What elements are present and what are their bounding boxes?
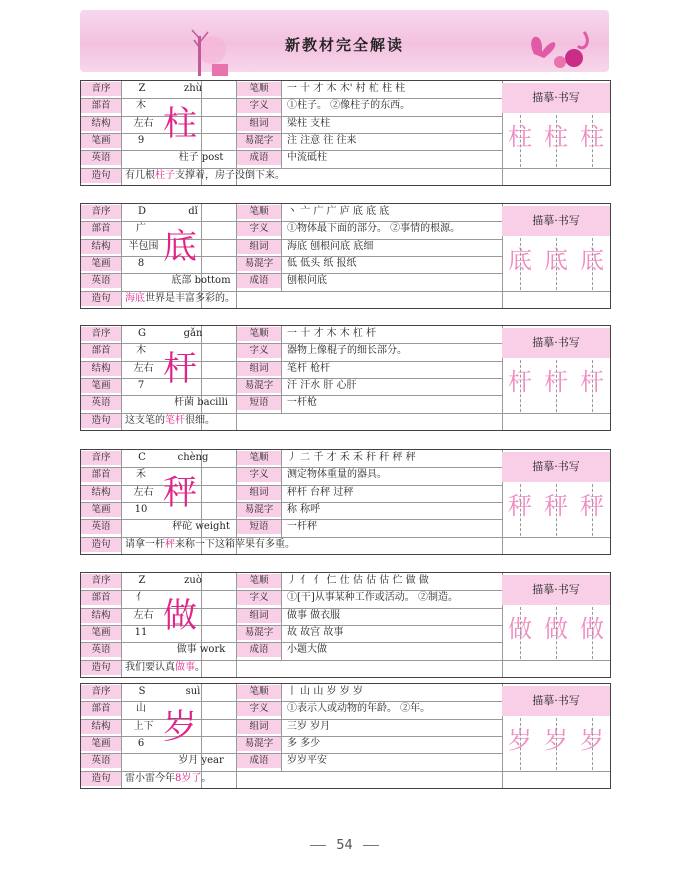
butterfly-decoration-icon	[514, 24, 594, 72]
label-radical: 部首	[81, 591, 121, 605]
radical: 木	[136, 345, 146, 357]
pinyin-order: S	[138, 686, 146, 697]
label-order: 音序	[81, 451, 121, 465]
char-entry-3	[80, 449, 611, 555]
page-header	[80, 10, 609, 72]
idiom: 一杆秤	[287, 521, 317, 533]
trace-char: 柱	[544, 123, 568, 151]
stroke-count: 6	[137, 737, 145, 749]
label-words: 组词	[237, 486, 281, 500]
main-character: 底	[163, 227, 197, 268]
pinyin: chèng	[177, 452, 209, 463]
example-sentence: 海底世界是丰富多彩的。	[125, 292, 235, 304]
label-meaning: 字义	[237, 99, 281, 113]
stroke-order: 一 十 才 木 木 杠 杆	[287, 328, 377, 339]
label-stroke-order: 笔顺	[237, 451, 281, 465]
sentence-highlight: 秤	[165, 538, 175, 550]
meaning: ①[干]从事某种工作或活动。 ②制造。	[287, 592, 458, 604]
practice-label: 描摹·书写	[502, 452, 610, 482]
confusable: 多 多少	[287, 737, 321, 749]
label-sentence: 造句	[81, 661, 121, 675]
radical: 广	[136, 223, 146, 235]
stroke-order: 一 十 才 木 木' 村 杧 柱 柱	[287, 83, 406, 94]
main-character: 做	[163, 596, 197, 637]
practice-area	[502, 684, 610, 771]
idiom: 一杆枪	[287, 397, 317, 409]
char-entry-4	[80, 572, 611, 678]
structure: 左右	[133, 117, 154, 129]
pinyin: gǎn	[183, 328, 203, 339]
label-confusable: 易混字	[237, 379, 281, 393]
pinyin: dǐ	[188, 206, 198, 217]
label-confusable: 易混字	[237, 134, 281, 148]
sentence-highlight: 笔杆	[165, 414, 185, 426]
example-sentence: 雷小雷今年8岁了。	[125, 772, 212, 784]
label-meaning: 字义	[237, 702, 281, 716]
confusable: 注 注意 往 往来	[287, 134, 357, 146]
pinyin: zuò	[184, 575, 202, 586]
label-meaning: 字义	[237, 344, 281, 358]
trace-char: 底	[580, 246, 604, 274]
label-stroke-order: 笔顺	[237, 574, 281, 588]
label-structure: 结构	[81, 486, 121, 500]
char-entry-0	[80, 80, 611, 186]
pinyin: suì	[185, 686, 201, 697]
page-number: 54	[0, 838, 689, 853]
practice-label: 描摹·书写	[502, 83, 610, 113]
label-structure: 结构	[81, 720, 121, 734]
practice-area	[502, 81, 610, 168]
words: 梁柱 支柱	[287, 117, 331, 129]
char-entry-1	[80, 203, 611, 309]
label-meaning: 字义	[237, 468, 281, 482]
stroke-order: 丨 山 山 岁 岁 岁	[287, 686, 363, 697]
main-character: 岁	[163, 707, 197, 748]
main-character: 杆	[163, 349, 197, 390]
label-sentence: 造句	[81, 414, 121, 428]
label-words: 组词	[237, 720, 281, 734]
label-confusable: 易混字	[237, 503, 281, 517]
words: 做事 做衣服	[287, 609, 341, 621]
idiom: 刨根问底	[287, 275, 327, 287]
label-stroke-count: 笔画	[81, 626, 121, 640]
label-order: 音序	[81, 327, 121, 341]
english: 岁月 year	[178, 755, 224, 767]
label-sentence: 造句	[81, 772, 121, 786]
meaning: 测定物体重量的器具。	[287, 469, 387, 481]
english: 柱子 post	[178, 152, 224, 164]
label-words: 组词	[237, 609, 281, 623]
label-radical: 部首	[81, 702, 121, 716]
english: 底部 bottom	[171, 275, 231, 287]
label-confusable: 易混字	[237, 626, 281, 640]
label-order: 音序	[81, 205, 121, 219]
pinyin-order: Z	[138, 83, 146, 94]
example-sentence: 这支笔的笔杆很细。	[125, 414, 215, 426]
pinyin-order: Z	[138, 575, 146, 586]
idiom: 中流砥柱	[287, 152, 327, 164]
idiom: 岁岁平安	[287, 755, 327, 767]
meaning: ①物体最下面的部分。 ②事情的根源。	[287, 223, 461, 235]
trace-char: 岁	[580, 726, 604, 754]
stroke-count: 11	[134, 626, 148, 638]
label-stroke-count: 笔画	[81, 737, 121, 751]
english: 杆菌 bacilli	[174, 397, 228, 409]
stroke-count: 7	[137, 379, 145, 391]
label-structure: 结构	[81, 240, 121, 254]
label-meaning: 字义	[237, 591, 281, 605]
practice-area	[502, 573, 610, 660]
trace-char: 杆	[580, 368, 604, 396]
meaning: ①表示人或动物的年龄。 ②年。	[287, 703, 431, 715]
practice-label: 描摹·书写	[502, 206, 610, 236]
stroke-count: 10	[134, 503, 148, 515]
main-character: 秤	[163, 473, 197, 514]
meaning: ①柱子。 ②像柱子的东西。	[287, 100, 411, 112]
label-stroke-count: 笔画	[81, 379, 121, 393]
trace-char: 柱	[508, 123, 532, 151]
example-sentence: 请拿一杆秤来称一下这箱苹果有多重。	[125, 538, 295, 550]
label-stroke-order: 笔顺	[237, 327, 281, 341]
char-entry-5	[80, 683, 611, 789]
confusable: 故 故宫 故事	[287, 626, 344, 638]
pinyin: zhù	[183, 83, 203, 94]
label-idiom: 短语	[237, 520, 281, 534]
label-radical: 部首	[81, 344, 121, 358]
label-confusable: 易混字	[237, 737, 281, 751]
meaning: 器物上像棍子的细长部分。	[287, 345, 407, 357]
label-stroke-count: 笔画	[81, 503, 121, 517]
practice-label: 描摹·书写	[502, 575, 610, 605]
practice-area	[502, 450, 610, 537]
trace-char: 岁	[508, 726, 532, 754]
idiom: 小题大做	[287, 644, 327, 656]
label-structure: 结构	[81, 117, 121, 131]
radical: 禾	[136, 469, 146, 481]
pinyin-order: G	[138, 328, 146, 339]
label-stroke-order: 笔顺	[237, 82, 281, 96]
words: 海底 刨根问底 底细	[287, 240, 374, 252]
trace-char: 做	[544, 615, 568, 643]
sentence-highlight: 海底	[125, 292, 145, 304]
radical: 木	[136, 100, 146, 112]
practice-label: 描摹·书写	[502, 686, 610, 716]
stroke-order: 丿 亻 亻 仁 仕 估 估 估 伫 做 做	[287, 575, 429, 586]
page-title: 新教材完全解读	[284, 36, 404, 54]
confusable: 低 低头 纸 报纸	[287, 257, 357, 269]
radical: 亻	[136, 592, 146, 604]
trace-char: 秤	[544, 492, 568, 520]
label-order: 音序	[81, 574, 121, 588]
confusable: 称 称呼	[287, 503, 321, 515]
words: 秤杆 台秤 过秤	[287, 486, 354, 498]
label-radical: 部首	[81, 468, 121, 482]
practice-area	[502, 326, 610, 413]
label-english: 英语	[81, 643, 121, 657]
sentence-highlight: 做事	[175, 661, 195, 673]
stroke-order: 丿 二 千 才 禾 禾 秆 秆 秤 秤	[287, 452, 416, 463]
confusable: 汗 汗水 肝 心肝	[287, 379, 357, 391]
label-stroke-order: 笔顺	[237, 205, 281, 219]
label-idiom: 短语	[237, 396, 281, 410]
trace-char: 岁	[544, 726, 568, 754]
label-structure: 结构	[81, 362, 121, 376]
trace-char: 杆	[544, 368, 568, 396]
label-order: 音序	[81, 82, 121, 96]
words: 笔杆 枪杆	[287, 362, 331, 374]
structure: 左右	[133, 486, 154, 498]
words: 三岁 岁月	[287, 720, 331, 732]
english: 秤砣 weight	[172, 521, 230, 533]
trace-char: 秤	[580, 492, 604, 520]
sentence-highlight: 8岁了	[175, 772, 202, 784]
label-sentence: 造句	[81, 292, 121, 306]
label-sentence: 造句	[81, 169, 121, 183]
label-words: 组词	[237, 362, 281, 376]
trace-char: 做	[508, 615, 532, 643]
stroke-order: 丶 亠 广 广 庐 底 底 底	[287, 206, 390, 217]
sentence-highlight: 柱子	[155, 169, 175, 181]
english: 做事 work	[176, 644, 226, 656]
label-idiom: 成语	[237, 643, 281, 657]
label-idiom: 成语	[237, 151, 281, 165]
label-english: 英语	[81, 396, 121, 410]
label-confusable: 易混字	[237, 257, 281, 271]
stroke-count: 8	[137, 257, 145, 269]
example-sentence: 我们要认真做事。	[125, 661, 205, 673]
trace-char: 秤	[508, 492, 532, 520]
practice-area	[502, 204, 610, 291]
label-idiom: 成语	[237, 274, 281, 288]
trace-char: 底	[508, 246, 532, 274]
label-radical: 部首	[81, 222, 121, 236]
label-words: 组词	[237, 117, 281, 131]
pinyin-order: C	[138, 452, 146, 463]
main-character: 柱	[163, 104, 197, 145]
label-stroke-count: 笔画	[81, 134, 121, 148]
structure: 左右	[133, 609, 154, 621]
label-idiom: 成语	[237, 754, 281, 768]
label-stroke-count: 笔画	[81, 257, 121, 271]
example-sentence: 有几根柱子支撑着，房子没倒下来。	[125, 169, 285, 181]
label-stroke-order: 笔顺	[237, 685, 281, 699]
trace-char: 底	[544, 246, 568, 274]
label-meaning: 字义	[237, 222, 281, 236]
label-structure: 结构	[81, 609, 121, 623]
char-entry-2	[80, 325, 611, 431]
trace-char: 柱	[580, 123, 604, 151]
label-english: 英语	[81, 754, 121, 768]
radical: 山	[136, 703, 146, 715]
label-radical: 部首	[81, 99, 121, 113]
structure: 上下	[133, 720, 154, 732]
trace-char: 杆	[508, 368, 532, 396]
label-order: 音序	[81, 685, 121, 699]
practice-label: 描摹·书写	[502, 328, 610, 358]
stroke-count: 9	[137, 134, 145, 146]
structure: 左右	[133, 362, 154, 374]
label-english: 英语	[81, 274, 121, 288]
label-english: 英语	[81, 151, 121, 165]
label-english: 英语	[81, 520, 121, 534]
label-sentence: 造句	[81, 538, 121, 552]
label-words: 组词	[237, 240, 281, 254]
pinyin-order: D	[137, 206, 147, 217]
structure: 半包围	[128, 240, 159, 252]
trace-char: 做	[580, 615, 604, 643]
